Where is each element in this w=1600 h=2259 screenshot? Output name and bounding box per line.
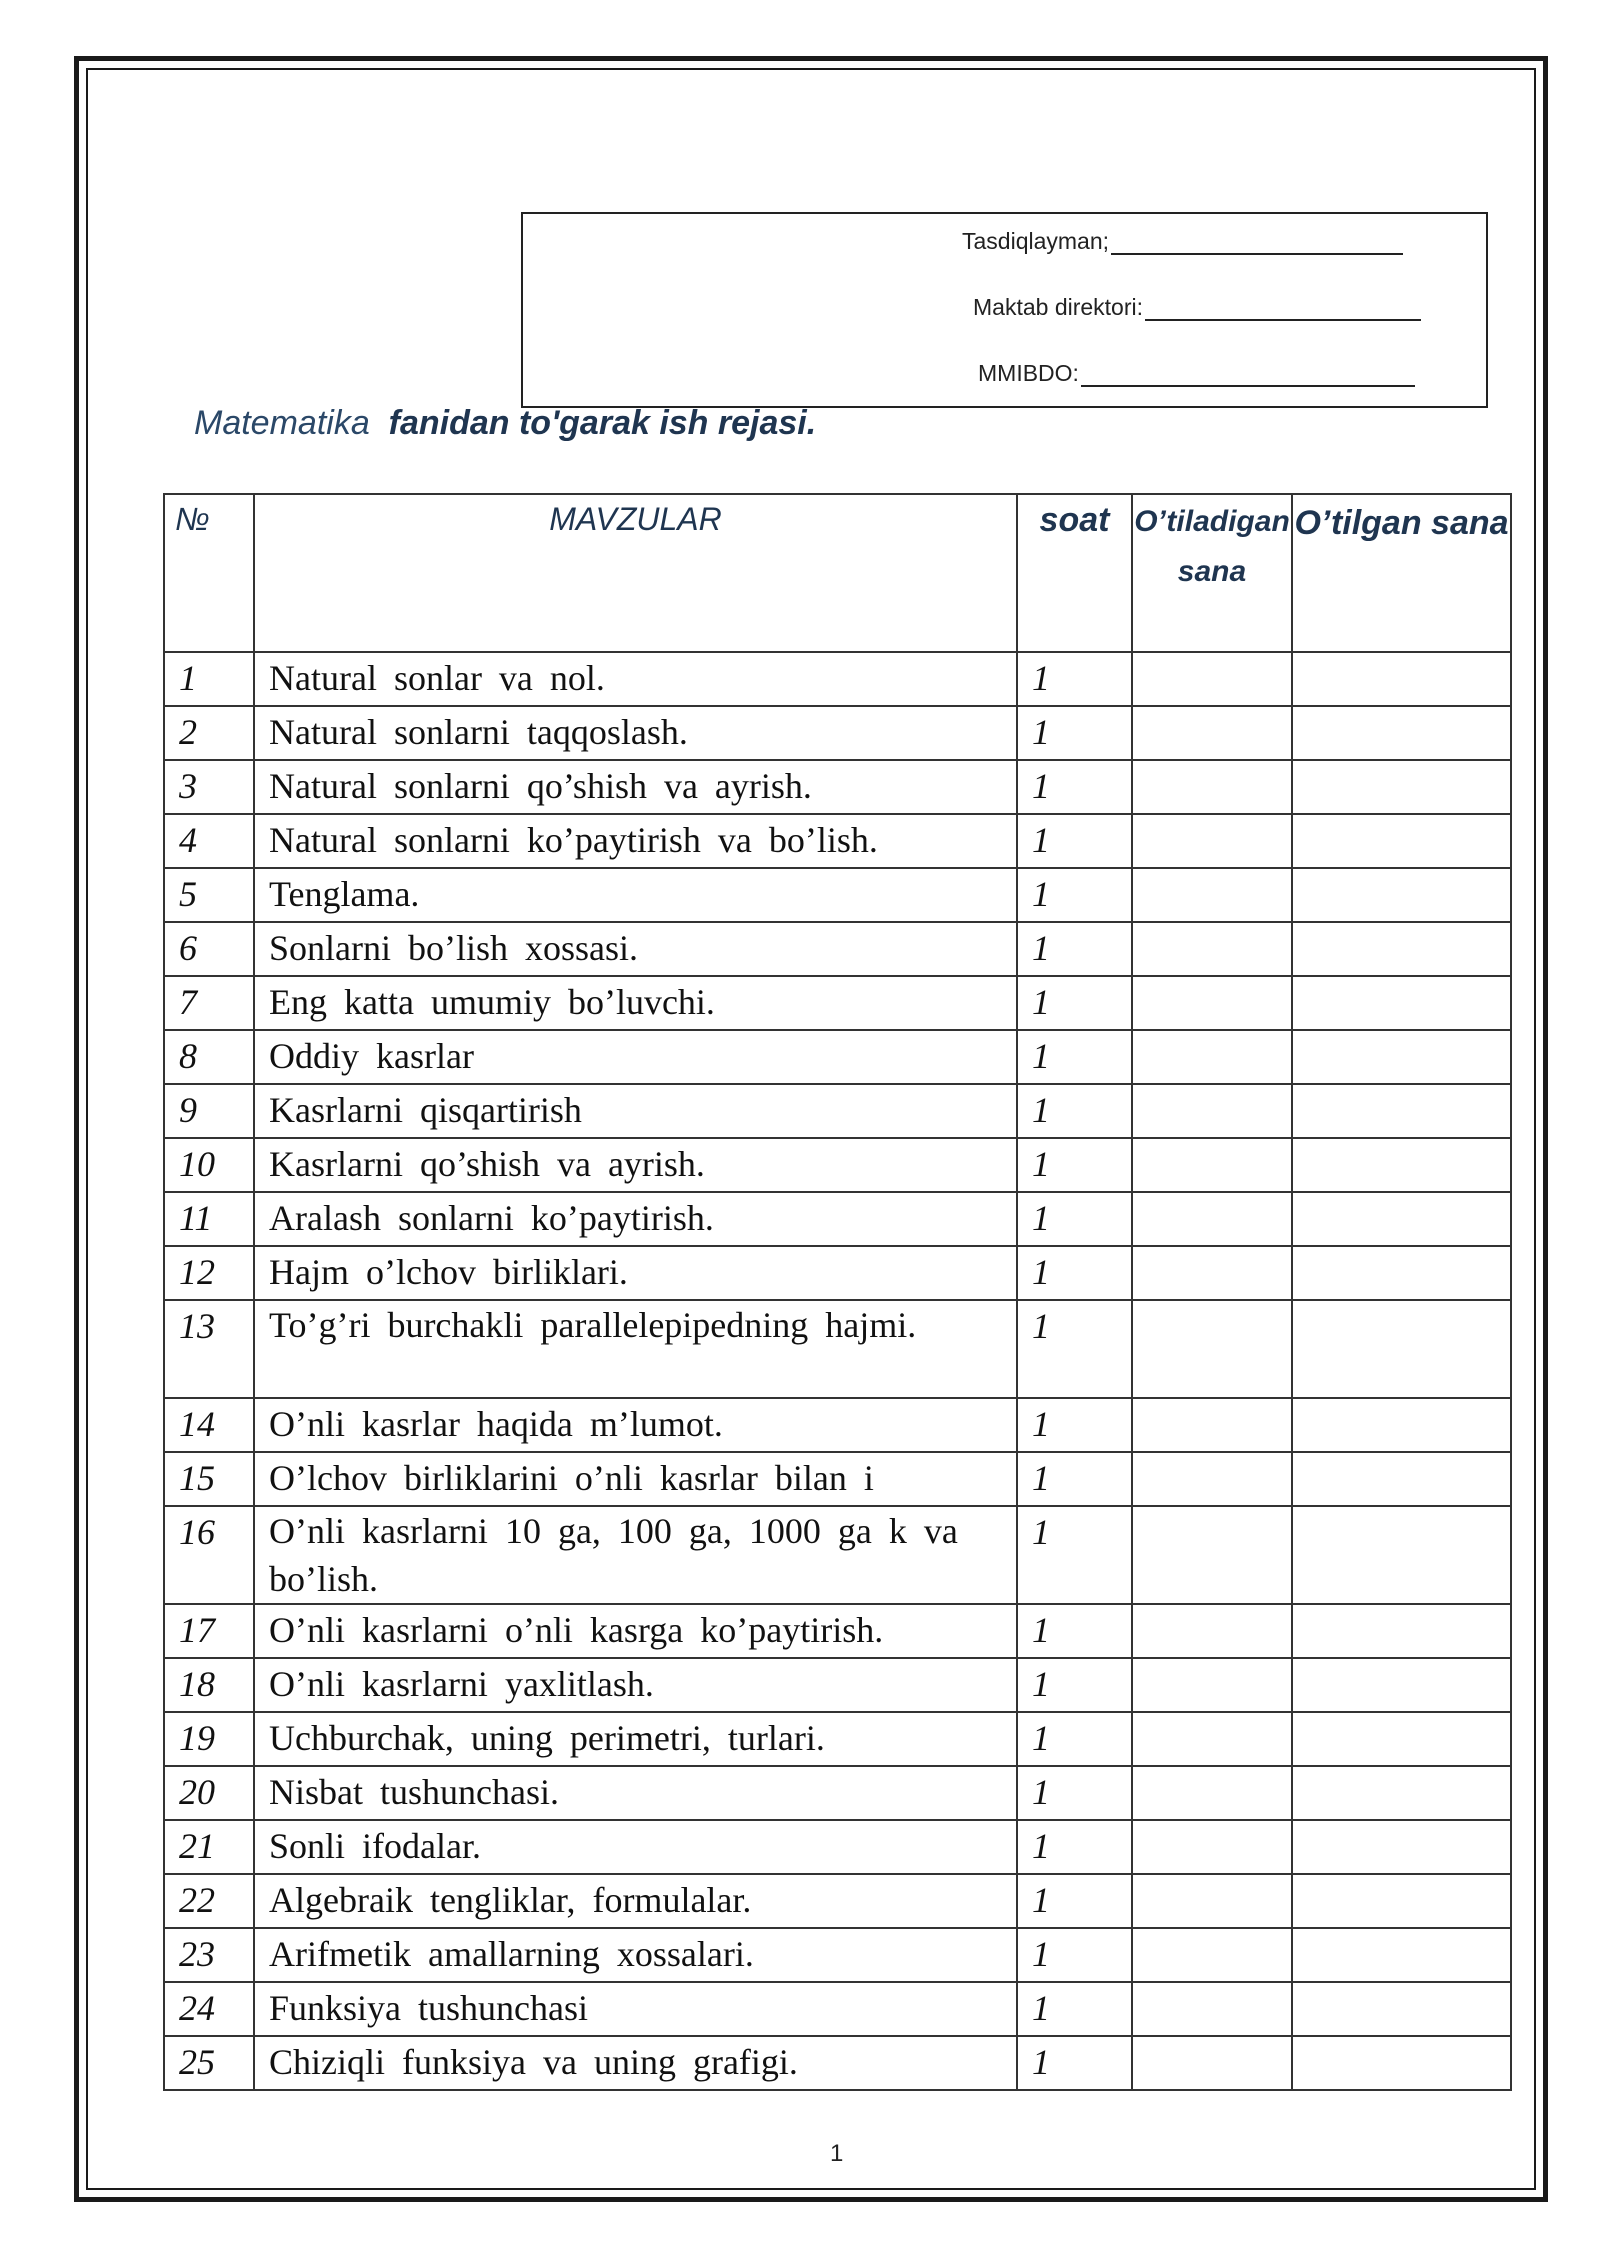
row-completed-date — [1292, 1398, 1511, 1452]
row-number: 2 — [164, 706, 254, 760]
row-planned-date — [1132, 1820, 1292, 1874]
row-hours: 1 — [1017, 1300, 1132, 1398]
header-number: № — [164, 494, 254, 652]
row-planned-date — [1132, 1712, 1292, 1766]
row-completed-date — [1292, 1192, 1511, 1246]
row-topic: To’g’ri burchakli parallelepipedning hajmi. — [254, 1300, 1017, 1398]
lesson-plan-table — [163, 493, 1512, 2091]
row-hours: 1 — [1017, 1982, 1132, 2036]
row-completed-date — [1292, 922, 1511, 976]
row-number: 23 — [164, 1928, 254, 1982]
row-planned-date — [1132, 814, 1292, 868]
row-planned-date — [1132, 652, 1292, 706]
row-topic: Tenglama. — [254, 868, 1017, 922]
table-body — [164, 652, 1511, 2090]
page-number: 1 — [830, 2140, 844, 2167]
row-planned-date — [1132, 1928, 1292, 1982]
table-row — [164, 1874, 1511, 1928]
row-completed-date — [1292, 1452, 1511, 1506]
row-completed-date — [1292, 1604, 1511, 1658]
row-completed-date — [1292, 1246, 1511, 1300]
row-number: 11 — [164, 1192, 254, 1246]
row-topic: Eng katta umumiy bo’luvchi. — [254, 976, 1017, 1030]
row-planned-date — [1132, 922, 1292, 976]
row-hours: 1 — [1017, 814, 1132, 868]
row-hours: 1 — [1017, 1766, 1132, 1820]
header-topics: MAVZULAR — [254, 494, 1017, 652]
row-hours: 1 — [1017, 1030, 1132, 1084]
row-completed-date — [1292, 652, 1511, 706]
row-planned-date — [1132, 1874, 1292, 1928]
row-number: 8 — [164, 1030, 254, 1084]
row-planned-date — [1132, 2036, 1292, 2090]
table-row — [164, 1604, 1511, 1658]
row-hours: 1 — [1017, 1084, 1132, 1138]
row-completed-date — [1292, 1030, 1511, 1084]
table-row — [164, 1398, 1511, 1452]
row-hours: 1 — [1017, 1246, 1132, 1300]
row-topic: O’nli kasrlar haqida m’lumot. — [254, 1398, 1017, 1452]
row-completed-date — [1292, 1820, 1511, 1874]
row-topic: Kasrlarni qisqartirish — [254, 1084, 1017, 1138]
row-topic: Natural sonlar va nol. — [254, 652, 1017, 706]
row-hours: 1 — [1017, 868, 1132, 922]
row-hours: 1 — [1017, 1452, 1132, 1506]
row-completed-date — [1292, 814, 1511, 868]
row-topic: Funksiya tushunchasi — [254, 1982, 1017, 2036]
row-planned-date — [1132, 1604, 1292, 1658]
row-planned-date — [1132, 976, 1292, 1030]
table-row — [164, 976, 1511, 1030]
table-row — [164, 1452, 1511, 1506]
row-hours: 1 — [1017, 1820, 1132, 1874]
row-completed-date — [1292, 1766, 1511, 1820]
row-planned-date — [1132, 760, 1292, 814]
row-topic: Aralash sonlarni ko’paytirish. — [254, 1192, 1017, 1246]
row-topic: Algebraik tengliklar, formulalar. — [254, 1874, 1017, 1928]
row-number: 24 — [164, 1982, 254, 2036]
row-hours: 1 — [1017, 1874, 1132, 1928]
row-number: 15 — [164, 1452, 254, 1506]
approval-line — [962, 228, 1403, 255]
row-completed-date — [1292, 2036, 1511, 2090]
table-row — [164, 1766, 1511, 1820]
row-number: 5 — [164, 868, 254, 922]
row-number: 4 — [164, 814, 254, 868]
row-hours: 1 — [1017, 1192, 1132, 1246]
row-number: 6 — [164, 922, 254, 976]
table-row — [164, 1084, 1511, 1138]
director-label: Maktab direktori: — [973, 294, 1144, 320]
table-row — [164, 1658, 1511, 1712]
row-planned-date — [1132, 1398, 1292, 1452]
header-planned-date: O’tiladigan sana — [1132, 494, 1292, 652]
table-row — [164, 1820, 1511, 1874]
row-planned-date — [1132, 1766, 1292, 1820]
row-hours: 1 — [1017, 1506, 1132, 1604]
row-planned-date — [1132, 1982, 1292, 2036]
row-topic: Natural sonlarni ko’paytirish va bo’lish. — [254, 814, 1017, 868]
row-hours: 1 — [1017, 1658, 1132, 1712]
row-number: 16 — [164, 1506, 254, 1604]
row-number: 14 — [164, 1398, 254, 1452]
row-planned-date — [1132, 1658, 1292, 1712]
table-row — [164, 1192, 1511, 1246]
row-planned-date — [1132, 1452, 1292, 1506]
row-completed-date — [1292, 1084, 1511, 1138]
row-hours: 1 — [1017, 1604, 1132, 1658]
table-row — [164, 652, 1511, 706]
row-completed-date — [1292, 1712, 1511, 1766]
row-hours: 1 — [1017, 922, 1132, 976]
row-number: 19 — [164, 1712, 254, 1766]
table-row — [164, 760, 1511, 814]
row-topic: Natural sonlarni taqqoslash. — [254, 706, 1017, 760]
row-topic: Sonlarni bo’lish xossasi. — [254, 922, 1017, 976]
row-number: 25 — [164, 2036, 254, 2090]
director-line — [973, 294, 1421, 321]
row-hours: 1 — [1017, 1138, 1132, 1192]
row-topic: Nisbat tushunchasi. — [254, 1766, 1017, 1820]
table-row — [164, 1030, 1511, 1084]
row-planned-date — [1132, 1138, 1292, 1192]
row-planned-date — [1132, 1030, 1292, 1084]
table-row — [164, 922, 1511, 976]
row-completed-date — [1292, 1874, 1511, 1928]
row-number: 1 — [164, 652, 254, 706]
row-completed-date — [1292, 1658, 1511, 1712]
row-topic: Arifmetik amallarning xossalari. — [254, 1928, 1017, 1982]
row-hours: 1 — [1017, 652, 1132, 706]
row-topic: O’nli kasrlarni o’nli kasrga ko’paytirish. — [254, 1604, 1017, 1658]
row-topic: Natural sonlarni qo’shish va ayrish. — [254, 760, 1017, 814]
row-completed-date — [1292, 868, 1511, 922]
header-hours: soat — [1017, 494, 1132, 652]
row-hours: 1 — [1017, 706, 1132, 760]
table-row — [164, 706, 1511, 760]
row-number: 22 — [164, 1874, 254, 1928]
signature-blank — [1111, 229, 1403, 255]
row-completed-date — [1292, 1138, 1511, 1192]
row-completed-date — [1292, 1928, 1511, 1982]
table-row — [164, 1712, 1511, 1766]
row-completed-date — [1292, 976, 1511, 1030]
director-signature-blank — [1145, 295, 1421, 321]
row-hours: 1 — [1017, 976, 1132, 1030]
deputy-signature-blank — [1081, 361, 1415, 387]
row-hours: 1 — [1017, 1928, 1132, 1982]
row-number: 12 — [164, 1246, 254, 1300]
row-planned-date — [1132, 1506, 1292, 1604]
row-number: 17 — [164, 1604, 254, 1658]
table-row — [164, 1506, 1511, 1604]
row-completed-date — [1292, 706, 1511, 760]
table-row — [164, 1928, 1511, 1982]
deputy-label: MMIBDO: — [978, 360, 1079, 386]
row-topic: Hajm o’lchov birliklari. — [254, 1246, 1017, 1300]
table-header-row — [164, 494, 1511, 652]
table-row — [164, 1246, 1511, 1300]
row-topic: O’nli kasrlarni yaxlitlash. — [254, 1658, 1017, 1712]
table-row — [164, 2036, 1511, 2090]
row-topic: Oddiy kasrlar — [254, 1030, 1017, 1084]
deputy-line — [978, 360, 1415, 387]
row-completed-date — [1292, 1506, 1511, 1604]
table-row — [164, 1300, 1511, 1398]
row-hours: 1 — [1017, 2036, 1132, 2090]
row-number: 10 — [164, 1138, 254, 1192]
row-planned-date — [1132, 1192, 1292, 1246]
row-completed-date — [1292, 1982, 1511, 2036]
row-completed-date — [1292, 1300, 1511, 1398]
row-hours: 1 — [1017, 1398, 1132, 1452]
row-number: 18 — [164, 1658, 254, 1712]
row-hours: 1 — [1017, 760, 1132, 814]
header-completed-date: O’tilgan sana — [1292, 494, 1511, 652]
approval-label: Tasdiqlayman; — [962, 228, 1110, 254]
row-completed-date — [1292, 760, 1511, 814]
row-planned-date — [1132, 1084, 1292, 1138]
approval-box — [521, 212, 1488, 408]
title-subject: Matematika — [194, 404, 370, 442]
row-topic: Uchburchak, uning perimetri, turlari. — [254, 1712, 1017, 1766]
row-number: 20 — [164, 1766, 254, 1820]
row-topic: Chiziqli funksiya va uning grafigi. — [254, 2036, 1017, 2090]
row-number: 7 — [164, 976, 254, 1030]
row-planned-date — [1132, 868, 1292, 922]
table-row — [164, 814, 1511, 868]
title-rest: fanidan to'garak ish rejasi. — [388, 404, 817, 442]
row-planned-date — [1132, 1300, 1292, 1398]
row-number: 3 — [164, 760, 254, 814]
row-topic: Sonli ifodalar. — [254, 1820, 1017, 1874]
row-number: 9 — [164, 1084, 254, 1138]
row-hours: 1 — [1017, 1712, 1132, 1766]
row-topic: Kasrlarni qo’shish va ayrish. — [254, 1138, 1017, 1192]
document-title — [194, 404, 816, 443]
table-row — [164, 1982, 1511, 2036]
row-planned-date — [1132, 706, 1292, 760]
row-planned-date — [1132, 1246, 1292, 1300]
row-topic: O’nli kasrlarni 10 ga, 100 ga, 1000 ga k va bo’lish. — [254, 1506, 1017, 1604]
row-number: 13 — [164, 1300, 254, 1398]
table-row — [164, 868, 1511, 922]
row-number: 21 — [164, 1820, 254, 1874]
table-row — [164, 1138, 1511, 1192]
row-topic: O’lchov birliklarini o’nli kasrlar bilan i — [254, 1452, 1017, 1506]
